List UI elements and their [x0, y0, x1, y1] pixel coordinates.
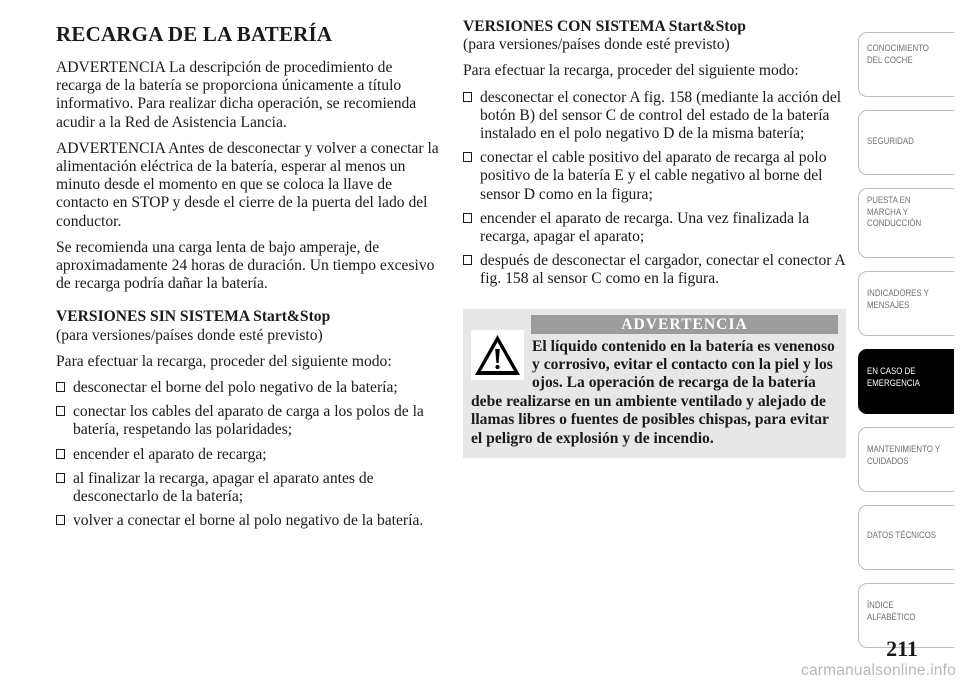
tab-label-line: DEL COCHE — [867, 54, 913, 66]
list-item — [463, 89, 848, 144]
warning-header: ADVERTENCIA — [531, 315, 838, 334]
step-text: desconectar el conector A fig. 158 (mediante la acción del botón B) del sensor C de control del estado de la batería instalado en el polo negativo D de la misma batería; — [480, 88, 842, 143]
checkbox-bullet-icon — [463, 255, 472, 265]
advertencia-paragraph-1: ADVERTENCIA La descripción de procedimiento de recarga de la batería se proporciona únicamente a título informativo. Para realizar dicha operación, se recomienda acudir a la Red de Asistencia Lancia. — [56, 59, 417, 131]
section-title: VERSIONES SIN SISTEMA Start&Stop — [56, 308, 331, 326]
section-title: VERSIONES CON SISTEMA Start&Stop — [463, 18, 746, 35]
checkbox-bullet-icon — [463, 213, 472, 223]
checkbox-bullet-icon — [463, 92, 472, 102]
tab-label-line: MARCHA Y — [867, 206, 908, 218]
tab-puesta-en-marcha[interactable] — [858, 188, 954, 258]
chapter-tabs — [858, 32, 954, 661]
tab-label-line: ALFABÉTICO — [867, 611, 916, 623]
middle-column — [463, 18, 848, 458]
section-header-con-startstop — [463, 18, 848, 54]
tab-label-line: PUESTA EN — [867, 195, 911, 206]
list-item — [56, 446, 441, 464]
checkbox-bullet-icon — [56, 406, 65, 416]
tab-label-line: SEGURIDAD — [867, 136, 914, 147]
watermark: carmanualsonline.info — [801, 662, 956, 679]
tab-indicadores-y-mensajes[interactable] — [858, 271, 954, 336]
tab-label-line: EN CASO DE — [867, 366, 916, 377]
section-header-sin-startstop — [56, 308, 441, 344]
procedure-steps-list — [56, 379, 441, 530]
step-text: al finalizar la recarga, apagar el aparato antes de desconectarlo de la batería; — [73, 469, 374, 506]
checkbox-bullet-icon — [56, 382, 65, 392]
list-item — [56, 470, 441, 506]
step-text: conectar los cables del aparato de carga a los polos de la batería, respetando las polaridades; — [73, 403, 424, 439]
tab-datos-tecnicos[interactable] — [858, 505, 954, 570]
page-number: 211 — [886, 636, 918, 661]
step-text: desconectar el borne del polo negativo de la batería; — [73, 379, 398, 397]
procedure-intro: Para efectuar la recarga, proceder del siguiente modo: — [463, 62, 799, 80]
section-subtitle: (para versiones/países donde esté previsto) — [463, 36, 730, 54]
procedure-steps-list — [463, 89, 848, 289]
tab-mantenimiento-y-cuidados[interactable] — [858, 427, 954, 492]
page-title: RECARGA DE LA BATERÍA — [56, 22, 333, 46]
checkbox-bullet-icon — [56, 473, 65, 483]
tab-label-line: DATOS TÉCNICOS — [867, 530, 937, 541]
checkbox-bullet-icon — [463, 152, 472, 162]
step-text: encender el aparato de recarga; — [73, 445, 267, 463]
list-item — [463, 252, 848, 288]
tab-label-line: CONDUCCIÓN — [867, 218, 922, 229]
tab-label-line: MANTENIMIENTO Y — [867, 444, 941, 455]
recommendation-paragraph: Se recomienda una carga lenta de bajo amperaje, de aproximadamente 24 horas de duración. Un tiempo excesivo de recarga podría dañar la batería. — [56, 238, 435, 293]
step-text: volver a conectar el borne al polo negativo de la batería. — [73, 512, 424, 530]
step-text: conectar el cable positivo del aparato de recarga al polo positivo de la batería E y el cable negativo al borne del sensor D como en la figura; — [480, 149, 827, 203]
warning-body — [471, 338, 838, 448]
tab-label-line: CONOCIMIENTO — [867, 43, 929, 54]
warning-triangle-icon — [471, 330, 524, 380]
tab-label-line: MENSAJES — [867, 299, 910, 311]
checkbox-bullet-icon — [56, 449, 65, 459]
tab-label-line: EMERGENCIA — [867, 377, 920, 389]
tab-conocimiento-del-coche[interactable] — [858, 32, 954, 97]
list-item — [56, 403, 441, 439]
step-text: después de desconectar el cargador, conectar el conector A fig. 158 al sensor C como en la figura. — [480, 252, 845, 288]
step-text: encender el aparato de recarga. Una vez finalizada la recarga, apagar el aparato; — [480, 209, 810, 246]
list-item — [56, 512, 441, 530]
warning-text: El líquido contenido en la batería es venenoso y corrosivo, evitar el contacto con la piel y los ojos. La operación de recarga de la batería debe realizarse en un ambiente ventilado y alejado de llamas libres o fuentes de posibles chispas, para evitar el peligro de explosión y de incendio. — [471, 337, 835, 447]
tab-label-line: INDICADORES Y — [867, 288, 929, 299]
tab-en-caso-de-emergencia[interactable] — [858, 349, 954, 414]
list-item — [463, 210, 848, 246]
list-item — [463, 149, 848, 204]
list-item — [56, 379, 441, 397]
left-column — [56, 22, 441, 536]
procedure-intro: Para efectuar la recarga, proceder del siguiente modo: — [56, 352, 392, 370]
tab-seguridad[interactable] — [858, 110, 954, 175]
advertencia-paragraph-2: ADVERTENCIA Antes de desconectar y volver a conectar la alimentación eléctrica de la batería, esperar al menos un minuto desde el momento en que se coloca la llave de contacto en STOP y desde el cierre de la puerta del lado del conductor. — [56, 139, 439, 230]
warning-box — [463, 309, 846, 458]
checkbox-bullet-icon — [56, 515, 65, 525]
section-subtitle: (para versiones/países donde esté previsto) — [56, 326, 323, 344]
tab-label-line: ÍNDICE — [867, 600, 894, 611]
tab-label-line: CUIDADOS — [867, 455, 909, 467]
